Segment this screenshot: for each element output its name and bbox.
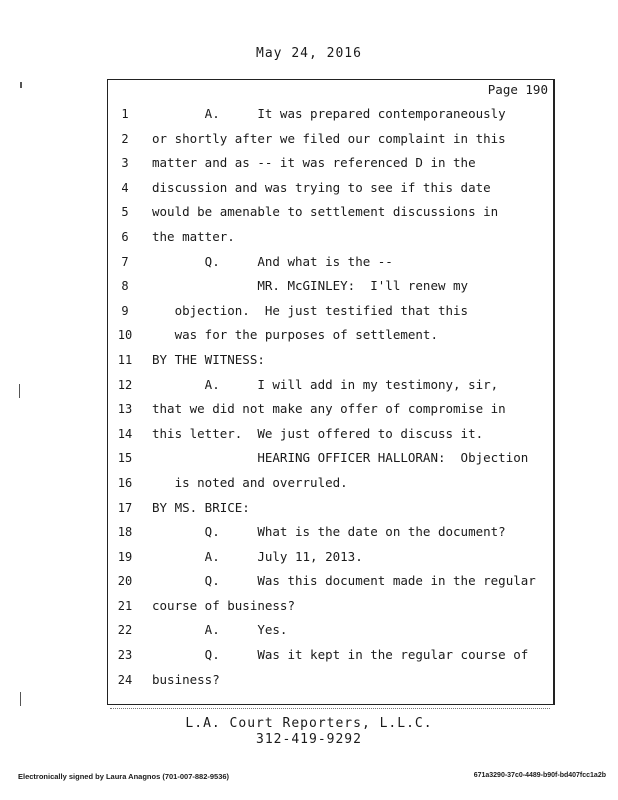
line-number: 17 <box>117 500 133 515</box>
electronic-signature-note: Electronically signed by Laura Anagnos (701-007-882-9536) <box>18 772 230 781</box>
line-number: 14 <box>117 426 133 441</box>
line-number: 18 <box>117 525 133 540</box>
court-reporter-name: L.A. Court Reporters, L.L.C. <box>185 716 433 731</box>
transcript-line: MR. McGINLEY: I'll renew my <box>152 278 469 294</box>
scan-artifact <box>20 692 21 706</box>
transcript-line: would be amenable to settlement discussions in <box>152 204 499 220</box>
transcript-line: or shortly after we filed our complaint in this <box>152 130 506 146</box>
transcript-line: Q. Was it kept in the regular course of <box>152 647 529 663</box>
transcript-line: Q. And what is the -- <box>152 253 393 269</box>
line-number: 11 <box>117 352 133 367</box>
transcript-line: A. It was prepared contemporaneously <box>152 106 506 121</box>
line-number: 2 <box>121 131 129 146</box>
transcript-line: A. Yes. <box>152 622 288 638</box>
transcript-line: business? <box>152 671 220 687</box>
line-number: 7 <box>121 254 129 269</box>
line-number: 16 <box>117 475 133 490</box>
line-number: 3 <box>121 156 129 171</box>
transcript-line: was for the purposes of settlement. <box>152 327 438 343</box>
transcript-line: Q. What is the date on the document? <box>152 524 506 540</box>
footer-divider <box>110 708 550 709</box>
court-reporter-phone: 312-419-9292 <box>256 732 362 747</box>
scan-artifact <box>19 384 20 398</box>
transcript-line: the matter. <box>152 228 235 244</box>
line-number: 8 <box>121 279 129 294</box>
line-number: 10 <box>117 328 133 343</box>
transcript-date: May 24, 2016 <box>256 46 362 61</box>
line-number: 1 <box>121 107 129 121</box>
line-number: 21 <box>117 598 133 613</box>
transcript-line: HEARING OFFICER HALLORAN: Objection <box>152 450 529 466</box>
transcript-line: this letter. We just offered to discuss it. <box>152 425 484 441</box>
line-number: 13 <box>117 402 133 417</box>
scan-artifact <box>20 82 22 88</box>
line-number: 22 <box>117 623 133 638</box>
line-number: 23 <box>117 648 133 663</box>
line-number: 5 <box>121 205 129 220</box>
document-id: 671a3290-37c0-4489-b90f-bd407fcc1a2b <box>473 772 606 779</box>
transcript-line: course of business? <box>152 597 295 613</box>
court-reporter-footer <box>0 716 618 748</box>
line-number: 15 <box>117 451 133 466</box>
transcript-line: BY MS. BRICE: <box>152 499 250 515</box>
line-number: 19 <box>117 549 133 564</box>
transcript-line: BY THE WITNESS: <box>152 351 265 367</box>
line-number: 20 <box>117 574 133 589</box>
transcript-text-column <box>152 102 547 692</box>
line-number: 4 <box>121 180 129 195</box>
transcript-line: A. I will add in my testimony, sir, <box>152 376 499 392</box>
line-number: 6 <box>121 229 129 244</box>
transcript-line: A. July 11, 2013. <box>152 548 363 564</box>
transcript-line: is noted and overruled. <box>152 474 348 490</box>
transcript-line: Q. Was this document made in the regular <box>152 573 536 589</box>
transcript-line: objection. He just testified that this <box>152 302 469 318</box>
transcript-line: discussion and was trying to see if this date <box>152 179 491 195</box>
line-number: 24 <box>117 672 133 687</box>
transcript-line: that we did not make any offer of compromise in <box>152 401 506 417</box>
transcript-line: matter and as -- it was referenced D in the <box>152 155 476 171</box>
line-number-column <box>108 102 142 692</box>
page-number: Page 190 <box>487 82 548 97</box>
line-number: 9 <box>121 303 129 318</box>
line-number: 12 <box>117 377 133 392</box>
